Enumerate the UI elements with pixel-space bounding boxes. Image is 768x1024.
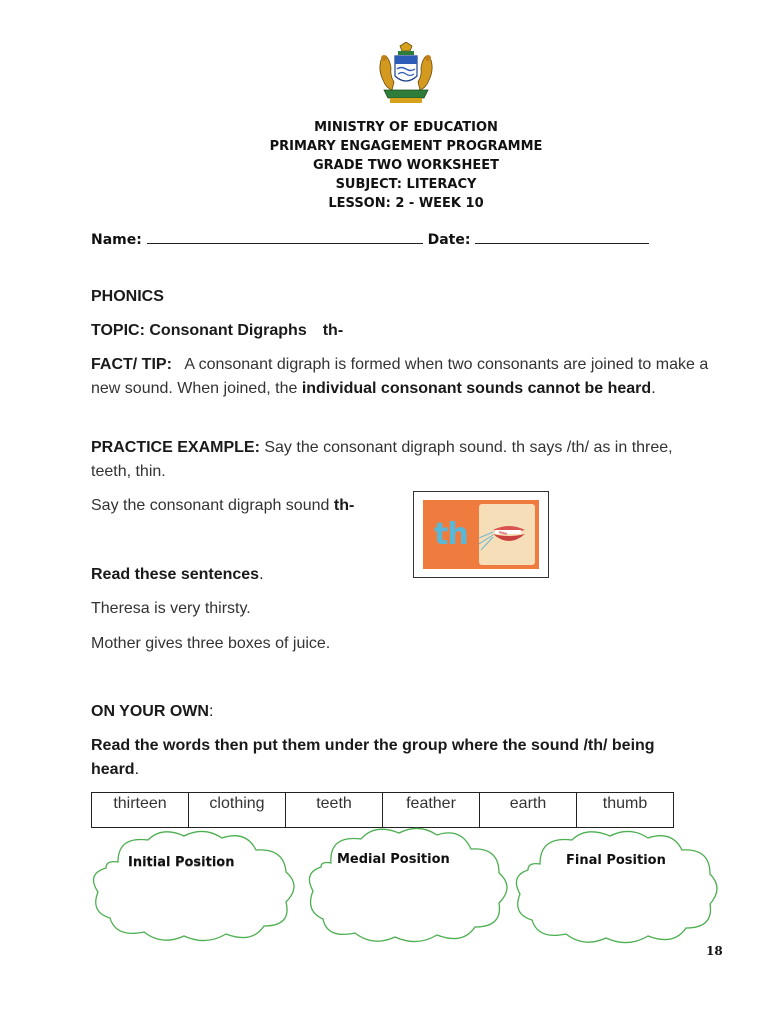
date-field[interactable]: [475, 231, 649, 244]
medial-position-cloud[interactable]: [309, 828, 507, 941]
programme-title: PRIMARY ENGAGEMENT PROGRAMME: [269, 139, 543, 154]
topic-line: [91, 319, 343, 343]
phonics-heading: PHONICS: [91, 288, 164, 305]
say-digraph-text: Say the consonant digraph sound: [91, 497, 330, 514]
worksheet-lesson: LESSON: 2 - WEEK 10: [328, 196, 484, 211]
fact-tip-paragraph: FACT/ TIP: A consonant digraph is formed when two consonants are joined to make a new sound. When joined, the individual consonant sounds cannot be heard.: [91, 356, 709, 397]
name-field[interactable]: [147, 231, 423, 244]
worksheet-header: [0, 118, 768, 213]
fact-tip-label: FACT/ TIP: [91, 356, 167, 373]
fact-tip-text: A consonant digraph is formed when two consonants are joined to make a new sound. When joined, the: [91, 356, 709, 397]
fact-tip-emphasis: individual consonant sounds cannot be heard: [301, 380, 652, 397]
sentence-2: Mother gives three boxes of juice.: [91, 635, 331, 652]
page-number: 18: [706, 944, 723, 958]
word-cell: thirteen: [92, 793, 189, 828]
ministry-title: MINISTRY OF EDUCATION: [314, 120, 498, 135]
practice-example-label: PRACTICE EXAMPLE: [91, 439, 255, 456]
instruction-text: Read the words then put them under the group where the sound /th/ being heard.: [91, 737, 655, 778]
read-sentences-heading: Read these sentences.: [91, 566, 264, 583]
initial-position-label: Initial Position: [128, 855, 235, 870]
date-label: Date:: [427, 232, 471, 248]
word-cell: teeth: [286, 793, 383, 828]
topic-value: th-: [322, 322, 344, 339]
word-cell: feather: [383, 793, 480, 828]
th-sound-image: [413, 491, 549, 578]
word-cell: clothing: [189, 793, 286, 828]
topic-label: TOPIC: Consonant Digraphs: [91, 322, 307, 339]
sentence-1: Theresa is very thirsty.: [91, 600, 251, 617]
practice-example-paragraph: PRACTICE EXAMPLE: Say the consonant digraph sound. th says /th/ as in three, teeth, thin.: [91, 439, 673, 480]
on-your-own-heading: ON YOUR OWN:: [91, 703, 214, 720]
practice-example-text: Say the consonant digraph sound. th says /th/ as in three, teeth, thin.: [91, 439, 673, 480]
th-letters: th: [434, 517, 468, 552]
say-digraph-line: [91, 494, 354, 518]
say-digraph-sound: th-: [333, 497, 355, 514]
initial-position-cloud[interactable]: [88, 826, 300, 946]
word-cell: thumb: [577, 793, 674, 828]
name-date-row: [91, 231, 649, 248]
final-position-label: Final Position: [566, 853, 666, 868]
worksheet-subject: SUBJECT: LITERACY: [335, 177, 477, 192]
worksheet-grade: GRADE TWO WORKSHEET: [312, 158, 500, 173]
coat-of-arms-icon: [376, 42, 436, 106]
mouth-th-sound-icon: [479, 504, 535, 565]
medial-position-label: Medial Position: [337, 852, 450, 867]
name-label: Name:: [91, 232, 142, 248]
final-position-cloud[interactable]: [516, 831, 717, 942]
word-cell: earth: [480, 793, 577, 828]
